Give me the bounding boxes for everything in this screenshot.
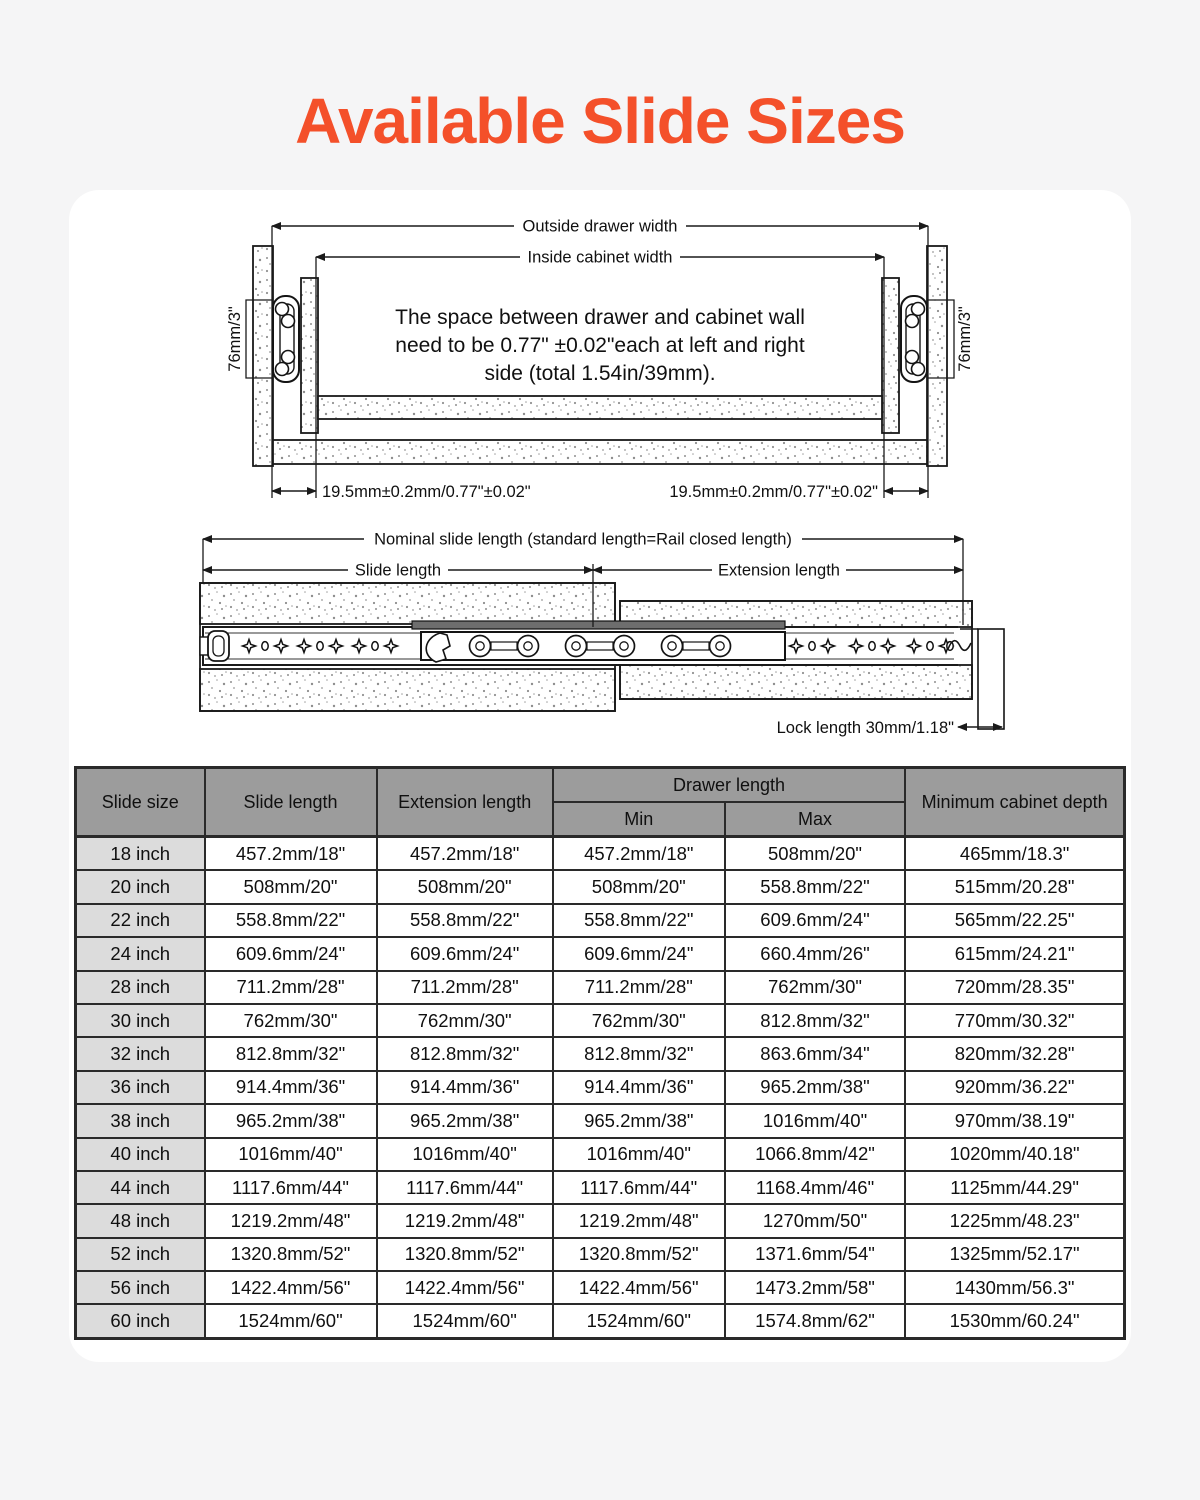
row-header-cell: 24 inch [76, 937, 205, 970]
table-cell: 508mm/20" [553, 870, 725, 903]
table-row [76, 1271, 1125, 1304]
table-cell: 1117.6mm/44" [205, 1171, 377, 1204]
slide-length-side-view-diagram [140, 524, 1060, 754]
row-header-cell: 32 inch [76, 1037, 205, 1070]
table-cell: 970mm/38.19" [905, 1104, 1124, 1137]
bearing-carriage [412, 621, 785, 662]
table-row [76, 1204, 1125, 1237]
table-cell: 1016mm/40" [553, 1138, 725, 1171]
table-cell: 914.4mm/36" [553, 1071, 725, 1104]
col-header-slide-length: Slide length [205, 768, 377, 837]
table-cell: 1066.8mm/42" [725, 1138, 905, 1171]
table-cell: 508mm/20" [205, 870, 377, 903]
row-header-cell: 28 inch [76, 971, 205, 1004]
outside-drawer-width-label: Outside drawer width [522, 217, 678, 236]
table-cell: 1225mm/48.23" [905, 1204, 1124, 1237]
row-header-cell: 60 inch [76, 1304, 205, 1338]
table-cell: 1320.8mm/52" [553, 1238, 725, 1271]
table-cell: 1117.6mm/44" [377, 1171, 553, 1204]
drawer-wood-bottom [620, 665, 972, 699]
slide-size-table [74, 766, 1126, 1340]
clearance-note-line2: need to be 0.77" ±0.02"each at left and right [395, 334, 805, 357]
table-cell: 711.2mm/28" [553, 971, 725, 1004]
table-cell: 615mm/24.21" [905, 937, 1124, 970]
lock-bracket [978, 629, 1004, 729]
table-row [76, 1004, 1125, 1037]
table-cell: 609.6mm/24" [553, 937, 725, 970]
table-cell: 565mm/22.25" [905, 904, 1124, 937]
table-row [76, 1138, 1125, 1171]
table-row [76, 971, 1125, 1004]
table-cell: 609.6mm/24" [725, 904, 905, 937]
table-cell: 920mm/36.22" [905, 1071, 1124, 1104]
table-cell: 820mm/32.28" [905, 1037, 1124, 1070]
table-cell: 457.2mm/18" [377, 837, 553, 871]
table-cell: 812.8mm/32" [725, 1004, 905, 1037]
left-clearance-label: 19.5mm±0.2mm/0.77"±0.02" [322, 483, 531, 501]
table-cell: 465mm/18.3" [905, 837, 1124, 871]
col-header-min-cabinet-depth: Minimum cabinet depth [905, 768, 1124, 837]
drawer-cabinet-cross-section-diagram [220, 210, 980, 510]
table-cell: 1117.6mm/44" [553, 1171, 725, 1204]
drawer-bottom [318, 396, 882, 419]
right-clearance-label: 19.5mm±0.2mm/0.77"±0.02" [669, 483, 878, 501]
table-cell: 812.8mm/32" [377, 1037, 553, 1070]
table-cell: 762mm/30" [205, 1004, 377, 1037]
table-cell: 457.2mm/18" [205, 837, 377, 871]
table-cell: 762mm/30" [377, 1004, 553, 1037]
row-header-cell: 56 inch [76, 1271, 205, 1304]
table-cell: 1016mm/40" [377, 1138, 553, 1171]
row-header-cell: 38 inch [76, 1104, 205, 1137]
table-row [76, 1171, 1125, 1204]
table-cell: 1219.2mm/48" [553, 1204, 725, 1237]
table-row [76, 870, 1125, 903]
table-cell: 1574.8mm/62" [725, 1304, 905, 1338]
table-cell: 1524mm/60" [553, 1304, 725, 1338]
slide-length-label: Slide length [354, 561, 442, 580]
col-header-slide-size: Slide size [76, 768, 205, 837]
table-cell: 457.2mm/18" [553, 837, 725, 871]
table-cell: 762mm/30" [553, 1004, 725, 1037]
table-cell: 508mm/20" [725, 837, 905, 871]
row-header-cell: 30 inch [76, 1004, 205, 1037]
table-cell: 812.8mm/32" [553, 1037, 725, 1070]
table-cell: 508mm/20" [377, 870, 553, 903]
table-cell: 1371.6mm/54" [725, 1238, 905, 1271]
table-cell: 1320.8mm/52" [205, 1238, 377, 1271]
inside-cabinet-width-label: Inside cabinet width [527, 248, 673, 267]
table-cell: 1524mm/60" [205, 1304, 377, 1338]
left-slide-height-label: 76mm/3" [226, 306, 244, 372]
table-cell: 609.6mm/24" [377, 937, 553, 970]
table-row [76, 1071, 1125, 1104]
table-cell: 558.8mm/22" [553, 904, 725, 937]
table-cell: 762mm/30" [725, 971, 905, 1004]
table-cell: 965.2mm/38" [377, 1104, 553, 1137]
cabinet-wood-bottom [200, 669, 615, 711]
col-header-drawer-min: Min [553, 802, 725, 837]
row-header-cell: 36 inch [76, 1071, 205, 1104]
clearance-note-line3: side (total 1.54in/39mm). [484, 362, 716, 385]
clearance-note-line1: The space between drawer and cabinet wall [395, 306, 805, 329]
content-card [69, 190, 1131, 1362]
table-cell: 1016mm/40" [725, 1104, 905, 1137]
table-cell: 965.2mm/38" [553, 1104, 725, 1137]
table-row [76, 1104, 1125, 1137]
table-cell: 1422.4mm/56" [377, 1271, 553, 1304]
table-cell: 965.2mm/38" [725, 1071, 905, 1104]
table-cell: 770mm/30.32" [905, 1004, 1124, 1037]
lock-length-label: Lock length 30mm/1.18" [776, 719, 954, 737]
table-cell: 515mm/20.28" [905, 870, 1124, 903]
table-cell: 660.4mm/26" [725, 937, 905, 970]
row-header-cell: 18 inch [76, 837, 205, 871]
table-cell: 558.8mm/22" [205, 904, 377, 937]
table-row [76, 1037, 1125, 1070]
row-header-cell: 44 inch [76, 1171, 205, 1204]
table-row [76, 904, 1125, 937]
row-header-cell: 48 inch [76, 1204, 205, 1237]
table-cell: 1422.4mm/56" [205, 1271, 377, 1304]
table-cell: 1270mm/50" [725, 1204, 905, 1237]
row-header-cell: 22 inch [76, 904, 205, 937]
table-cell: 1325mm/52.17" [905, 1238, 1124, 1271]
nominal-length-label: Nominal slide length (standard length=Rail closed length) [374, 530, 792, 549]
cabinet-bottom [273, 440, 927, 464]
col-header-drawer-max: Max [725, 802, 905, 837]
table-cell: 1020mm/40.18" [905, 1138, 1124, 1171]
table-cell: 1016mm/40" [205, 1138, 377, 1171]
table-cell: 914.4mm/36" [205, 1071, 377, 1104]
table-row [76, 937, 1125, 970]
table-row [76, 1304, 1125, 1338]
table-cell: 1524mm/60" [377, 1304, 553, 1338]
row-header-cell: 52 inch [76, 1238, 205, 1271]
cabinet-wood-top [200, 583, 615, 624]
table-cell: 1168.4mm/46" [725, 1171, 905, 1204]
table-cell: 558.8mm/22" [377, 904, 553, 937]
table-cell: 1125mm/44.29" [905, 1171, 1124, 1204]
cabinet-wall-right [927, 246, 947, 466]
table-cell: 965.2mm/38" [205, 1104, 377, 1137]
cabinet-wall-left [253, 246, 273, 466]
slide-size-table-body [76, 837, 1125, 1339]
table-cell: 812.8mm/32" [205, 1037, 377, 1070]
table-cell: 609.6mm/24" [205, 937, 377, 970]
page-title: Available Slide Sizes [295, 85, 905, 157]
table-header [76, 768, 1125, 837]
row-header-cell: 40 inch [76, 1138, 205, 1171]
right-slide-height-label: 76mm/3" [956, 306, 974, 372]
table-cell: 558.8mm/22" [725, 870, 905, 903]
extension-length-label: Extension length [717, 561, 841, 580]
col-header-extension-length: Extension length [377, 768, 553, 837]
row-header-cell: 20 inch [76, 870, 205, 903]
table-cell: 1430mm/56.3" [905, 1271, 1124, 1304]
col-header-drawer-length: Drawer length [553, 768, 905, 803]
table-cell: 1320.8mm/52" [377, 1238, 553, 1271]
table-cell: 720mm/28.35" [905, 971, 1124, 1004]
table-row [76, 1238, 1125, 1271]
table-cell: 1473.2mm/58" [725, 1271, 905, 1304]
table-cell: 711.2mm/28" [205, 971, 377, 1004]
table-cell: 863.6mm/34" [725, 1037, 905, 1070]
table-cell: 1219.2mm/48" [205, 1204, 377, 1237]
table-cell: 1422.4mm/56" [553, 1271, 725, 1304]
table-cell: 914.4mm/36" [377, 1071, 553, 1104]
table-row [76, 837, 1125, 871]
table-cell: 1530mm/60.24" [905, 1304, 1124, 1338]
table-cell: 711.2mm/28" [377, 971, 553, 1004]
table-cell: 1219.2mm/48" [377, 1204, 553, 1237]
